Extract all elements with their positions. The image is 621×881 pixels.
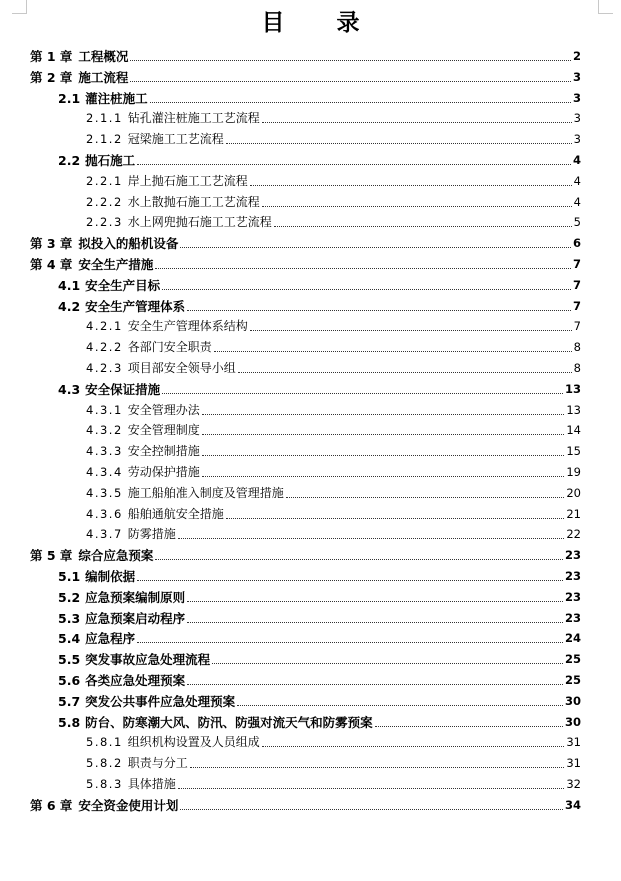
toc-page-number: 8 xyxy=(573,340,581,355)
toc-entry[interactable] xyxy=(86,502,581,523)
toc-page-number: 34 xyxy=(564,797,581,812)
toc-dot-leader xyxy=(187,310,571,311)
toc-entry-title: 安全管理办法 xyxy=(127,402,200,417)
toc-entry-number: 4.2 xyxy=(58,298,81,314)
toc-dot-leader xyxy=(137,164,571,165)
toc-page-number: 4 xyxy=(572,153,581,167)
toc-entry[interactable] xyxy=(86,190,581,211)
toc-entry-number: 第 6 章 xyxy=(30,797,73,813)
toc-dot-leader xyxy=(250,330,572,331)
toc-entry-number: 4.2.3 xyxy=(86,361,123,375)
toc-dot-leader xyxy=(130,81,571,82)
toc-page-number: 6 xyxy=(572,236,581,251)
toc-page-number: 23 xyxy=(564,610,581,625)
toc-entry-title: 应急预案启动程序 xyxy=(85,610,186,626)
toc-entry[interactable] xyxy=(58,689,581,710)
toc-entry-number: 4.3.1 xyxy=(86,402,123,417)
toc-entry-number: 第 2 章 xyxy=(30,69,73,85)
toc-entry-number: 5.3 xyxy=(58,610,81,626)
toc-dot-leader xyxy=(375,726,563,727)
toc-entry[interactable] xyxy=(58,564,581,585)
toc-entry-title: 应急程序 xyxy=(85,631,136,647)
toc-page-number: 23 xyxy=(564,589,581,604)
toc-entry-title: 抛石施工 xyxy=(85,153,136,168)
toc-page-number: 21 xyxy=(566,506,581,521)
toc-dot-leader xyxy=(262,122,572,123)
toc-dot-leader xyxy=(274,226,572,227)
toc-page-number: 23 xyxy=(564,569,581,583)
toc-dot-leader xyxy=(137,580,563,581)
toc-page-number: 4 xyxy=(573,194,581,209)
toc-entry-number: 5.7 xyxy=(58,693,81,709)
toc-entry[interactable] xyxy=(86,751,581,772)
toc-entry[interactable] xyxy=(58,647,581,668)
toc-entry-title: 水上散抛石施工工艺流程 xyxy=(127,194,260,209)
toc-entry-number: 2.1.1 xyxy=(86,111,123,126)
toc-entry-title: 安全保证措施 xyxy=(85,381,161,397)
toc-entry-title: 综合应急预案 xyxy=(78,548,154,564)
toc-dot-leader xyxy=(202,455,565,456)
toc-entry-title: 安全生产管理体系 xyxy=(85,298,186,314)
toc-entry-title: 钻孔灌注桩施工工艺流程 xyxy=(127,111,260,126)
toc-page-number: 19 xyxy=(566,465,581,479)
toc-entry-title: 具体措施 xyxy=(127,777,176,791)
toc-entry-title: 船舶通航安全措施 xyxy=(127,506,224,521)
toc-entry[interactable] xyxy=(86,730,581,751)
toc-page-number: 3 xyxy=(572,90,581,105)
toc-page-number: 4 xyxy=(573,173,581,188)
toc-page-number: 7 xyxy=(572,257,581,271)
toc-entry-title: 防雾措施 xyxy=(127,527,176,542)
toc-entry[interactable] xyxy=(58,273,581,294)
toc-entry[interactable] xyxy=(58,606,581,627)
toc-entry[interactable] xyxy=(86,439,581,460)
toc-dot-leader xyxy=(237,705,563,706)
toc-entry[interactable] xyxy=(30,231,581,252)
toc-dot-leader xyxy=(178,788,565,789)
toc-page-number: 25 xyxy=(564,673,581,687)
toc-entry-title: 施工船舶准入制度及管理措施 xyxy=(127,485,284,500)
toc-entry-number: 4.2.2 xyxy=(86,340,123,355)
toc-page-number: 31 xyxy=(566,756,581,771)
toc-entry-title: 项目部安全领导小组 xyxy=(127,361,236,375)
toc-entry-title: 防台、防寒潮大风、防汛、防强对流天气和防雾预案 xyxy=(85,714,373,730)
toc-entry-number: 4.3 xyxy=(58,381,81,397)
toc-entry-number: 5.6 xyxy=(58,673,81,688)
toc-entry-number: 5.2 xyxy=(58,589,81,605)
toc-entry-title: 应急预案编制原则 xyxy=(85,589,186,605)
toc-dot-leader xyxy=(262,206,572,207)
toc-entry-number: 4.3.5 xyxy=(86,485,123,500)
toc-page-number: 7 xyxy=(572,298,581,313)
toc-entry-number: 2.2.3 xyxy=(86,215,123,230)
toc-entry-title: 突发公共事件应急处理预案 xyxy=(85,693,236,709)
toc-page-number: 30 xyxy=(564,693,581,708)
toc-entry-title: 安全资金使用计划 xyxy=(78,797,179,813)
toc-page-number: 3 xyxy=(573,132,581,147)
toc-dot-leader xyxy=(238,372,572,373)
toc-entry-title: 安全生产管理体系结构 xyxy=(127,319,248,334)
toc-entry[interactable] xyxy=(86,481,581,502)
toc-entry[interactable] xyxy=(86,335,581,356)
toc-entry[interactable] xyxy=(86,418,581,439)
toc-page-number: 31 xyxy=(566,735,581,750)
toc-entry[interactable] xyxy=(86,314,581,335)
toc-entry-title: 各类应急处理预案 xyxy=(85,673,186,688)
toc-page-number: 24 xyxy=(564,631,581,646)
toc-entry-number: 4.3.7 xyxy=(86,527,123,542)
toc-page-number: 2 xyxy=(572,49,581,63)
toc-entry-title: 岸上抛石施工工艺流程 xyxy=(127,173,248,188)
toc-entry[interactable] xyxy=(86,460,581,481)
toc-page-number: 23 xyxy=(564,548,581,563)
toc-entry[interactable] xyxy=(86,210,581,231)
toc-entry-title: 突发事故应急处理流程 xyxy=(85,652,211,668)
toc-dot-leader xyxy=(162,393,563,394)
toc-dot-leader xyxy=(178,538,565,539)
toc-dot-leader xyxy=(187,684,563,685)
toc-entry-title: 劳动保护措施 xyxy=(127,465,200,479)
toc-entry-title: 拟投入的船机设备 xyxy=(78,236,179,252)
toc-page-number: 20 xyxy=(566,485,581,500)
toc-page-number: 8 xyxy=(573,361,581,375)
toc-entry-number: 5.1 xyxy=(58,569,81,584)
toc-entry-title: 工程概况 xyxy=(78,49,129,64)
toc-entry-number: 2.1 xyxy=(58,90,81,106)
toc-entry-title: 安全控制措施 xyxy=(127,444,200,459)
toc-page-number: 14 xyxy=(566,423,581,438)
toc-dot-leader xyxy=(190,767,565,768)
toc-entry-title: 冠梁施工工艺流程 xyxy=(127,132,224,147)
toc-entry-number: 4.2.1 xyxy=(86,319,123,334)
toc-entry[interactable] xyxy=(58,668,581,689)
toc-entry[interactable] xyxy=(30,543,581,564)
toc-entry-number: 5.8 xyxy=(58,714,81,730)
toc-entry[interactable] xyxy=(30,44,581,65)
toc-entry-title: 水上网兜抛石施工工艺流程 xyxy=(127,215,272,230)
toc-dot-leader xyxy=(162,289,571,290)
toc-entry-number: 2.2 xyxy=(58,153,81,168)
toc-dot-leader xyxy=(150,102,571,103)
toc-page-number: 5 xyxy=(573,215,581,230)
toc-entry[interactable] xyxy=(58,626,581,647)
toc-dot-leader xyxy=(187,622,563,623)
toc-entry-number: 2.1.2 xyxy=(86,132,123,147)
toc-entry-title: 职责与分工 xyxy=(127,756,188,771)
toc-entry[interactable] xyxy=(58,148,581,169)
toc-entry-number: 5.4 xyxy=(58,631,81,647)
toc-entry[interactable] xyxy=(86,169,581,190)
toc-dot-leader xyxy=(155,559,563,560)
toc-entry-number: 第 1 章 xyxy=(30,49,73,64)
toc-page-number: 7 xyxy=(572,277,581,292)
toc-dot-leader xyxy=(137,642,563,643)
toc-entry-number: 第 4 章 xyxy=(30,257,73,272)
toc-entry-title: 安全生产措施 xyxy=(78,257,154,272)
toc-page-number: 7 xyxy=(573,319,581,334)
toc-entry[interactable] xyxy=(58,86,581,107)
toc-dot-leader xyxy=(262,746,565,747)
toc-page-number: 13 xyxy=(564,381,581,396)
toc-entry[interactable] xyxy=(30,65,581,86)
toc-dot-leader xyxy=(180,247,571,248)
toc-page-number: 15 xyxy=(566,444,581,459)
toc-page-number: 30 xyxy=(564,714,581,729)
toc-entry-number: 4.3.4 xyxy=(86,465,123,479)
toc-entry[interactable] xyxy=(86,356,581,377)
toc-dot-leader xyxy=(130,60,571,61)
toc-dot-leader xyxy=(226,518,565,519)
toc-entry-title: 安全生产目标 xyxy=(85,277,161,293)
toc-dot-leader xyxy=(187,601,563,602)
toc-entry-title: 组织机构设置及人员组成 xyxy=(127,735,260,750)
toc-entry-title: 施工流程 xyxy=(78,69,129,85)
toc-entry-title: 编制依据 xyxy=(85,569,136,584)
toc-entry[interactable] xyxy=(86,127,581,148)
toc-entry-title: 安全管理制度 xyxy=(127,423,200,438)
toc-page-number: 3 xyxy=(572,69,581,84)
toc-dot-leader xyxy=(212,663,563,664)
toc-entry-number: 5.5 xyxy=(58,652,81,668)
toc-entry-title: 各部门安全职责 xyxy=(127,340,212,355)
toc-entry-number: 4.3.6 xyxy=(86,506,123,521)
toc-entry[interactable] xyxy=(86,522,581,543)
toc-dot-leader xyxy=(226,143,572,144)
toc-entry[interactable] xyxy=(86,106,581,127)
toc-dot-leader xyxy=(202,414,565,415)
toc-entry-number: 4.1 xyxy=(58,277,81,293)
toc-page-number: 22 xyxy=(566,527,581,542)
toc-entry[interactable] xyxy=(58,710,581,731)
toc-page-number: 3 xyxy=(573,111,581,126)
toc-dot-leader xyxy=(180,809,563,810)
toc-entry-number: 5.8.2 xyxy=(86,756,123,771)
toc-dot-leader xyxy=(250,185,572,186)
toc-entry[interactable] xyxy=(58,377,581,398)
toc-dot-leader xyxy=(202,434,565,435)
toc-dot-leader xyxy=(202,476,565,477)
toc-entry-number: 5.8.3 xyxy=(86,777,123,791)
toc-entry-number: 5.8.1 xyxy=(86,735,123,750)
toc-entry[interactable] xyxy=(30,793,581,814)
toc-entry-number: 第 3 章 xyxy=(30,236,73,252)
toc-entry-title: 灌注桩施工 xyxy=(85,90,148,106)
toc-title: 目 录 xyxy=(261,10,382,36)
toc-dot-leader xyxy=(214,351,572,352)
toc-entry-number: 2.2.2 xyxy=(86,194,123,209)
toc-dot-leader xyxy=(155,268,571,269)
toc-page-number: 25 xyxy=(564,652,581,667)
toc-page-number: 13 xyxy=(566,402,581,417)
toc-entry[interactable] xyxy=(86,398,581,419)
toc-entry-number: 2.2.1 xyxy=(86,173,123,188)
toc-entry[interactable] xyxy=(30,252,581,273)
toc-page-number: 32 xyxy=(566,777,581,791)
toc-entry[interactable] xyxy=(86,772,581,793)
toc-entry[interactable] xyxy=(58,294,581,315)
toc-entry-number: 第 5 章 xyxy=(30,548,73,564)
toc-entry[interactable] xyxy=(58,585,581,606)
toc-entry-number: 4.3.3 xyxy=(86,444,123,459)
toc-entry-number: 4.3.2 xyxy=(86,423,123,438)
toc-dot-leader xyxy=(286,497,565,498)
